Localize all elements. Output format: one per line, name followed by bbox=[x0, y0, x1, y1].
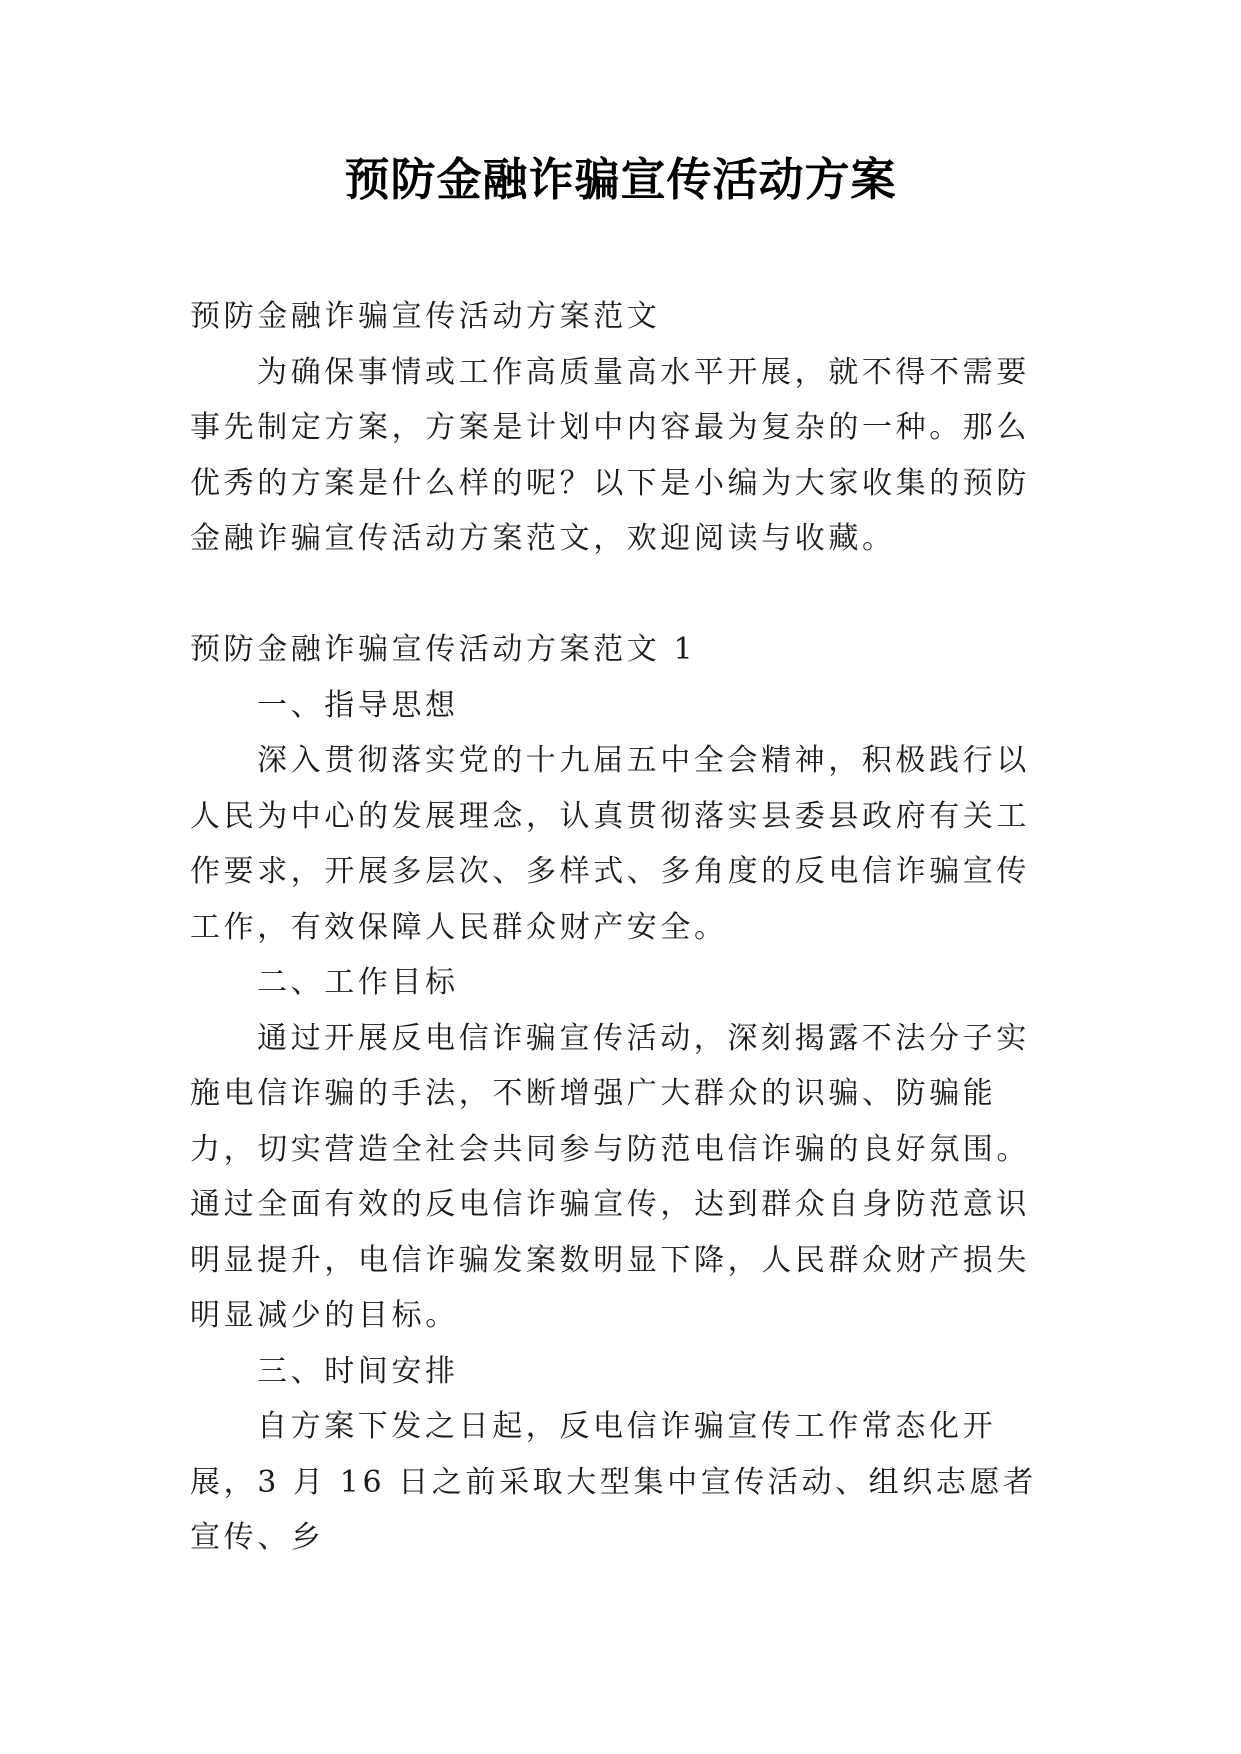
section-title: 预防金融诈骗宣传活动方案范文 1 bbox=[190, 632, 697, 667]
paragraph-work-goals: 通过开展反电信诈骗宣传活动，深刻揭露不法分子实施电信诈骗的手法，不断增强广大群众的识骗、防骗能力，切实营造全社会共同参与防范电信诈骗的良好氛围。通过全面有效的反电信诈骗宣传，达到群众自身防范意识明显提升，电信诈骗发案数明显下降，人民群众财产损失明显减少的目标。 bbox=[190, 1020, 1030, 1333]
spacer bbox=[190, 567, 1055, 623]
intro-paragraph: 为确保事情或工作高质量高水平开展，就不得不需要事先制定方案，方案是计划中内容最为复杂的一种。那么优秀的方案是什么样的呢？以下是小编为大家收集的预防金融诈骗宣传活动方案范文，欢迎阅读与收藏。 bbox=[190, 354, 1030, 556]
heading-schedule: 三、时间安排 bbox=[257, 1353, 459, 1389]
document-body bbox=[190, 289, 1055, 1566]
document-title: 预防金融诈骗宣传活动方案 bbox=[344, 153, 897, 206]
heading-work-goals: 二、工作目标 bbox=[257, 965, 459, 1000]
paragraph-guiding-ideology: 深入贯彻落实党的十九届五中全会精神，积极践行以人民为中心的发展理念，认真贯彻落实县委县政府有关工作要求，开展多层次、多样式、多角度的反电信诈骗宣传工作，有效保障人民群众财产安全。 bbox=[190, 743, 1030, 945]
subtitle: 预防金融诈骗宣传活动方案范文 bbox=[190, 299, 661, 334]
paragraph-schedule: 自方案下发之日起，反电信诈骗宣传工作常态化开展，3 月 16 日之前采取大型集中宣传活动、组织志愿者宣传、乡 bbox=[190, 1409, 1037, 1555]
heading-guiding-ideology: 一、指导思想 bbox=[257, 687, 459, 723]
